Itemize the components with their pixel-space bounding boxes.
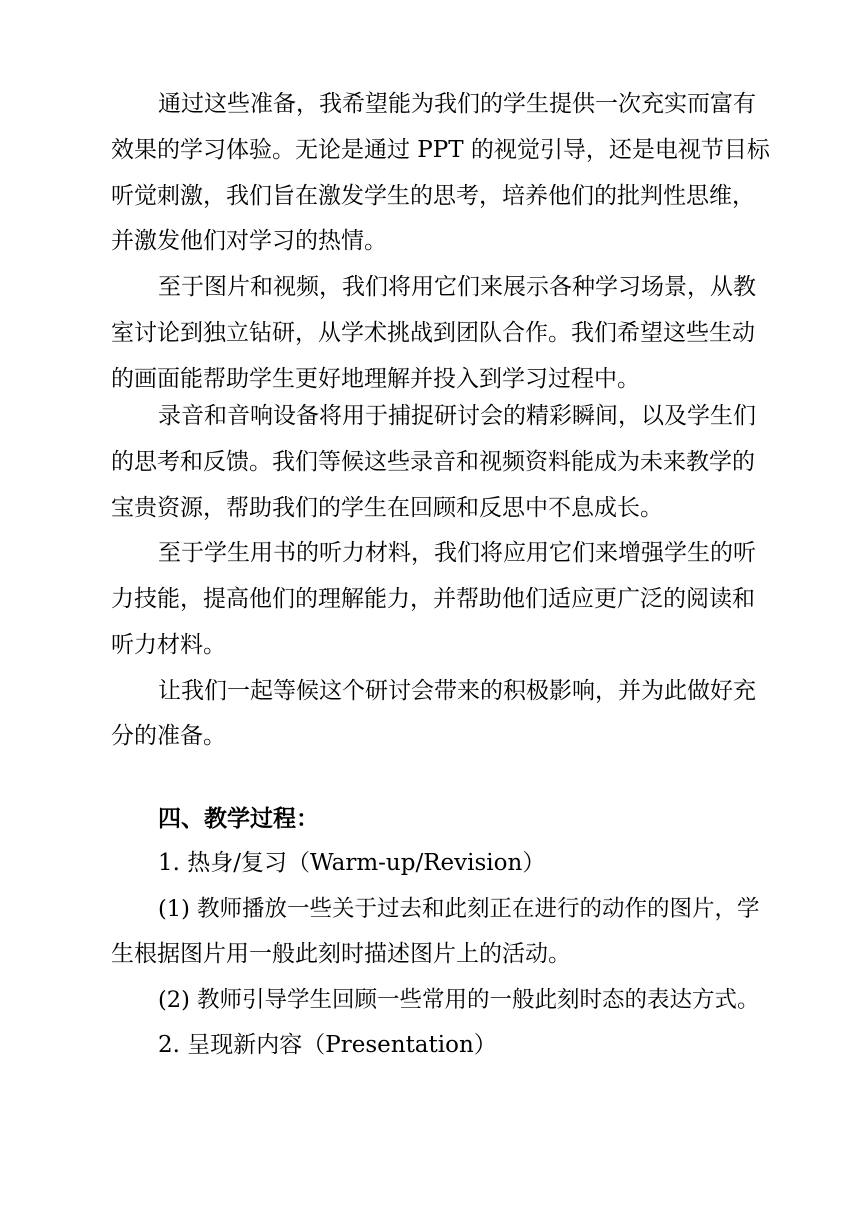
item-1-sub-2: (2) 教师引导学生回顾一些常用的一般此刻时态的表达方式。 bbox=[158, 987, 760, 1013]
item-1-title: 1. 热身/复习（Warm-up/Revision） bbox=[158, 850, 546, 876]
paragraph-4-line-3: 听力材料。 bbox=[111, 632, 226, 658]
item-1-sub-1-line-2: 生根据图片用一般此刻时描述图片上的活动。 bbox=[111, 941, 571, 967]
paragraph-2-line-3: 的画面能帮助学生更好地理解并投入到学习过程中。 bbox=[111, 366, 640, 392]
paragraph-1-line-2: 效果的学习体验。无论是通过 PPT 的视觉引导，还是电视节目标 bbox=[111, 137, 770, 163]
paragraph-2-line-2: 室讨论到独立钻研，从学术挑战到团队合作。我们希望这些生动 bbox=[111, 320, 755, 346]
item-2-title: 2. 呈现新内容（Presentation） bbox=[158, 1032, 497, 1058]
paragraph-2-line-1: 至于图片和视频，我们将用它们来展示各种学习场景，从教 bbox=[158, 274, 756, 300]
paragraph-5-line-1: 让我们一起等候这个研讨会带来的积极影响，并为此做好充 bbox=[158, 678, 756, 704]
paragraph-4-line-1: 至于学生用书的听力材料，我们将应用它们来增强学生的听 bbox=[158, 540, 756, 566]
paragraph-1-line-4: 并激发他们对学习的热情。 bbox=[111, 228, 387, 254]
paragraph-3-line-2: 的思考和反馈。我们等候这些录音和视频资料能成为未来教学的 bbox=[111, 449, 755, 475]
paragraph-4-line-2: 力技能，提高他们的理解能力，并帮助他们适应更广泛的阅读和 bbox=[111, 586, 755, 612]
section-heading: 四、教学过程： bbox=[158, 805, 319, 832]
paragraph-1-line-1: 通过这些准备，我希望能为我们的学生提供一次充实而富有 bbox=[158, 91, 756, 117]
item-1-sub-1-line-1: (1) 教师播放一些关于过去和此刻正在进行的动作的图片，学 bbox=[158, 896, 760, 922]
paragraph-1-line-3: 听觉刺激，我们旨在激发学生的思考，培养他们的批判性思维， bbox=[111, 183, 755, 209]
paragraph-3-line-1: 录音和音响设备将用于捕捉研讨会的精彩瞬间，以及学生们 bbox=[158, 403, 756, 429]
paragraph-5-line-2: 分的准备。 bbox=[111, 723, 226, 749]
paragraph-3-line-3: 宝贵资源，帮助我们的学生在回顾和反思中不息成长。 bbox=[111, 495, 663, 521]
